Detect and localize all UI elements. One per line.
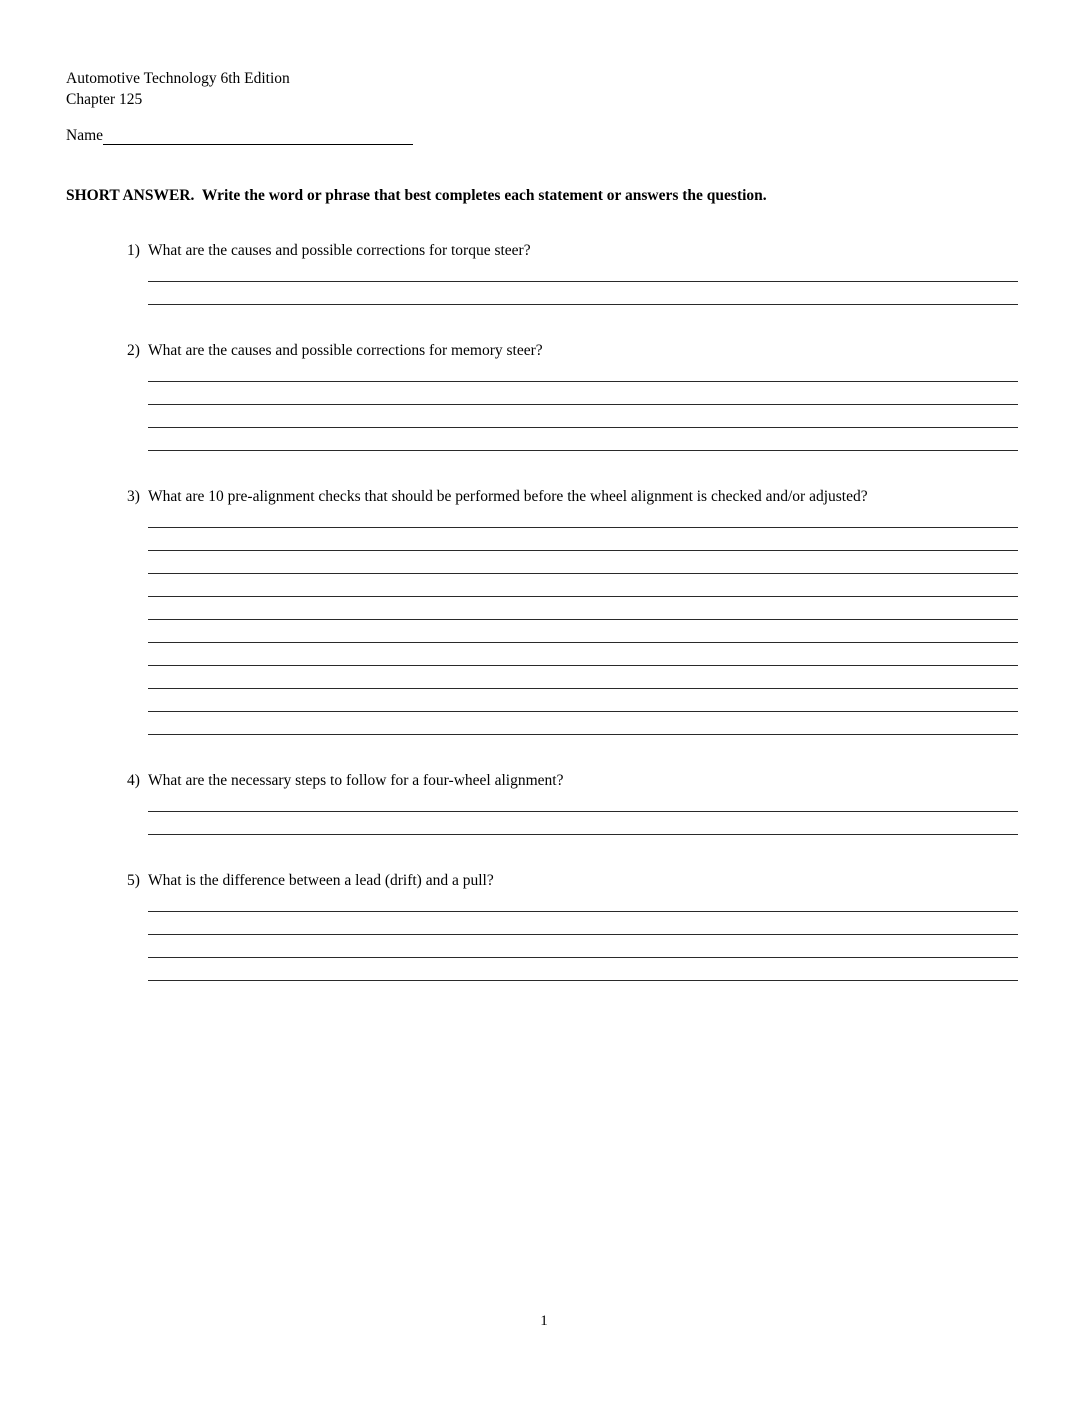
answer-line (148, 666, 1018, 689)
answer-line (148, 935, 1018, 958)
question-number: 1) (127, 242, 140, 259)
question-block (66, 241, 1018, 305)
answer-line (148, 689, 1018, 712)
answer-lines (148, 259, 1018, 305)
answer-lines (148, 889, 1018, 981)
answer-line (148, 551, 1018, 574)
question-text: What are 10 pre-alignment checks that should be performed before the wheel alignment is checked and/or adjusted? (148, 488, 868, 505)
question-text: What are the causes and possible corrections for torque steer? (148, 242, 531, 259)
question-text: What is the difference between a lead (drift) and a pull? (148, 872, 494, 889)
question-block (66, 341, 1018, 451)
answer-line (148, 912, 1018, 935)
answer-line (148, 259, 1018, 282)
question-number: 4) (127, 772, 140, 789)
answer-line (148, 359, 1018, 382)
answer-line (148, 712, 1018, 735)
answer-line (148, 597, 1018, 620)
answer-line (148, 620, 1018, 643)
answer-line (148, 428, 1018, 451)
section-heading: SHORT ANSWER. Write the word or phrase that best completes each statement or answers the question. (66, 187, 767, 204)
answer-line (148, 643, 1018, 666)
answer-line (148, 505, 1018, 528)
answer-lines (148, 789, 1018, 835)
question-text-row (127, 341, 1018, 361)
name-label: Name (66, 127, 104, 144)
chapter-label: Chapter 125 (66, 91, 143, 108)
question-number: 2) (127, 342, 140, 359)
answer-line (148, 528, 1018, 551)
answer-line (148, 282, 1018, 305)
question-text: What are the causes and possible corrections for memory steer? (148, 342, 543, 359)
name-blank-line (103, 127, 413, 145)
answer-line (148, 574, 1018, 597)
question-block (66, 771, 1018, 835)
answer-line (148, 812, 1018, 835)
answer-lines (148, 359, 1018, 451)
question-text-row (127, 487, 1018, 507)
question-block (66, 871, 1018, 981)
question-text-row (127, 871, 1018, 891)
book-title: Automotive Technology 6th Edition (66, 70, 290, 87)
answer-line (148, 958, 1018, 981)
page-number: 1 (540, 1313, 548, 1329)
questions-list (66, 241, 1018, 981)
answer-line (148, 889, 1018, 912)
answer-lines (148, 505, 1018, 735)
answer-line (148, 405, 1018, 428)
question-number: 5) (127, 872, 140, 889)
question-number: 3) (127, 488, 140, 505)
answer-line (148, 382, 1018, 405)
name-row (66, 127, 1018, 145)
document-header (66, 68, 1018, 110)
answer-line (148, 789, 1018, 812)
question-block (66, 487, 1018, 735)
question-text-row (127, 771, 1018, 791)
question-text: What are the necessary steps to follow for a four-wheel alignment? (148, 772, 564, 789)
question-text-row (127, 241, 1018, 261)
